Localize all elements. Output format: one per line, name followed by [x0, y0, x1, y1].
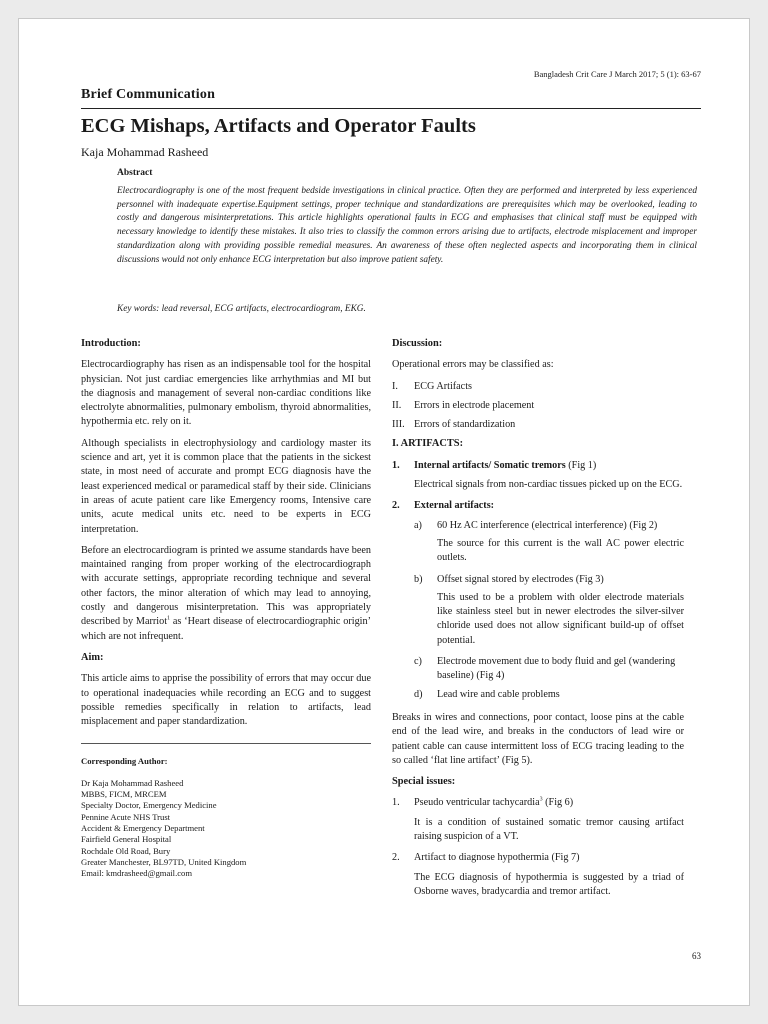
list-text: Lead wire and cable problems — [437, 688, 560, 700]
corr-line: MBBS, FICM, MRCEM — [81, 789, 167, 800]
list-text: Errors of standardization — [414, 419, 516, 431]
list-letter: a) — [414, 519, 422, 531]
internal-artifacts-title: Internal artifacts/ Somatic tremors — [414, 459, 566, 471]
corr-line: Greater Manchester, BL97TD, United Kingdom — [81, 856, 247, 867]
header-rule — [81, 108, 701, 109]
list-letter: d) — [414, 688, 423, 700]
breaks-paragraph: Breaks in wires and connections, poor contact, loose pins at the cable end of the lead wire, and breaks in the conductors of lead wire or patient cable can cause intermittent loss of ECG tracing leading to the so called ‘flat line artifact’ (Fig 5). — [392, 711, 684, 766]
figure-reference: (Fig 6) — [542, 797, 574, 809]
list-item — [392, 796, 684, 810]
list-item — [392, 418, 684, 432]
right-column — [392, 337, 684, 906]
list-item — [414, 573, 684, 587]
abstract-body: Electrocardiography is one of the most frequent bedside investigations in clinical practice. Often they are performed and interpreted by less experienced personnel with inadequate expertise.Equipment settings, proper technique and standardizations are prerequisites which may be overlooked, leading to costly and dangerous misinterpretations. This article highlights operational faults in ECG and emphasises that clinical staff must be equipped with necessary knowledge to identify these mistakes. It also tries to classify the common errors arising due to artifacts, electrode misplacement and improper standardization along with providing possible remedial measures. An awareness of these often neglected aspects and incorporating them in clinical discussions would not only enhance ECG interpretation but also improve patient safety. — [117, 186, 697, 265]
error-classes-list — [392, 380, 684, 433]
list-item — [392, 459, 684, 473]
sub-item-description: This used to be a problem with older electrode materials like stainless steel but in newer electrodes the silver-silver chloride used does not allow significant build-up of offset potential. — [437, 591, 684, 646]
list-number: 2. — [392, 500, 400, 512]
intro-p3-text-end: as ‘Heart disease of electrocardiographic origin’ which are not infrequent. — [81, 616, 371, 642]
corresponding-author-rule — [81, 743, 371, 744]
special-issues-heading: Special issues: — [392, 776, 456, 788]
list-number: II. — [392, 399, 402, 411]
list-number: 1. — [392, 459, 400, 471]
list-text: 60 Hz AC interference (electrical interference) (Fig 2) — [437, 519, 658, 531]
author-name: Kaja Mohammad Rasheed — [81, 145, 209, 159]
page-number: 63 — [692, 951, 701, 961]
intro-p3-text: Before an electrocardiogram is printed we assume standards have been maintained ranging from proper working of the electrocardiograph with accurate settings, appropriate recording technique and several other factors, the minor alteration of which may lead to annoying, costly and dangerous misinterpretation. This was appropriately described by Marriot — [81, 544, 371, 628]
journal-citation: Bangladesh Crit Care J March 2017; 5 (1): 63-67 — [533, 69, 701, 79]
artifacts-heading: I. ARTIFACTS: — [392, 438, 464, 450]
internal-artifacts-description: Electrical signals from non-cardiac tissues picked up on the ECG. — [414, 479, 683, 491]
list-letter: c) — [414, 656, 422, 668]
list-item — [414, 688, 684, 702]
list-item — [392, 851, 684, 865]
special-issue-description: The ECG diagnosis of hypothermia is suggested by a triad of Osborne waves, bradycardia and tremor artifact. — [414, 871, 684, 897]
list-text: Pseudo ventricular tachycardia — [414, 797, 540, 809]
corr-line: Dr Kaja Mohammad Rasheed — [81, 777, 184, 788]
corr-line: Rochdale Old Road, Bury — [81, 845, 171, 856]
list-letter: b) — [414, 573, 423, 585]
keywords: Key words: lead reversal, ECG artifacts, electrocardiogram, EKG. — [117, 304, 366, 314]
list-text: ECG Artifacts — [414, 380, 473, 392]
special-issue-description: It is a condition of sustained somatic tremor causing artifact raising suspicion of a VT. — [414, 816, 684, 843]
corr-line: Pennine Acute NHS Trust — [81, 811, 171, 822]
list-item — [414, 519, 684, 533]
list-number: 2. — [392, 852, 400, 864]
list-item — [392, 499, 684, 513]
left-column — [81, 337, 371, 879]
journal-page — [18, 18, 750, 1006]
list-item — [392, 399, 684, 413]
introduction-paragraph-3 — [81, 544, 371, 644]
sub-item-description: The source for this current is the wall AC power electric outlets. — [437, 537, 684, 564]
list-number: 1. — [392, 797, 400, 809]
corr-line: Fairfield General Hospital — [81, 834, 172, 845]
corr-email: Email: kmdrasheed@gmail.com — [81, 868, 193, 879]
introduction-paragraph-2: Although specialists in electrophysiology and cardiology master its science and art, yet it is common place that the patients in the sickest state, in most need of accurate and prompt ECG diagnosis have the least experienced medical or paramedical staff by their side. Clinicians in areas of acute patient care like Emergency rooms, Intensive care units, acute medical units etc. need to be experts in ECG interpretation. — [81, 437, 371, 535]
list-number: III. — [392, 419, 405, 431]
list-text: Offset signal stored by electrodes (Fig 3) — [437, 573, 604, 585]
reference-marker: 1 — [167, 615, 171, 622]
aim-paragraph: This article aims to apprise the possibility of errors that may occur due to operational inadequacies while recording an ECG and to suggest possible remedies specifically in relation to artifacts, lead misplacement and paper standardization. — [81, 673, 371, 728]
list-text: Artifact to diagnose hypothermia (Fig 7) — [414, 852, 580, 864]
abstract-heading: Abstract — [117, 168, 153, 178]
list-text: Electrode movement due to body fluid and gel (wandering baseline) (Fig 4) — [437, 656, 676, 682]
corresponding-author-heading: Corresponding Author: — [81, 756, 168, 767]
corr-line: Specialty Doctor, Emergency Medicine — [81, 800, 217, 811]
section-label: Brief Communication — [81, 87, 216, 102]
aim-heading: Aim: — [81, 651, 104, 663]
figure-reference: (Fig 1) — [565, 459, 597, 471]
external-artifacts-title: External artifacts: — [414, 500, 495, 512]
list-item — [392, 380, 684, 394]
introduction-paragraph-1: Electrocardiography has risen as an indispensable tool for the hospital physician. Not just cardiac emergencies like arrhythmias and MI but the diagnosis and management of several non-cardiac conditions like electrolyte abnormalities, pulmonary embolism, thyroid abnormalities, hypothermia etc. rely on it. — [81, 359, 371, 428]
reference-marker: 3 — [539, 797, 543, 804]
article-title: ECG Mishaps, Artifacts and Operator Faults — [81, 115, 476, 137]
list-text: Errors in electrode placement — [414, 399, 535, 411]
list-number: I. — [392, 380, 398, 392]
discussion-intro: Operational errors may be classified as: — [392, 359, 554, 371]
corresponding-author-details — [81, 778, 371, 880]
list-item — [414, 655, 684, 684]
discussion-heading: Discussion: — [392, 338, 443, 349]
corr-line: Accident & Emergency Department — [81, 822, 205, 833]
introduction-heading: Introduction: — [81, 338, 141, 349]
